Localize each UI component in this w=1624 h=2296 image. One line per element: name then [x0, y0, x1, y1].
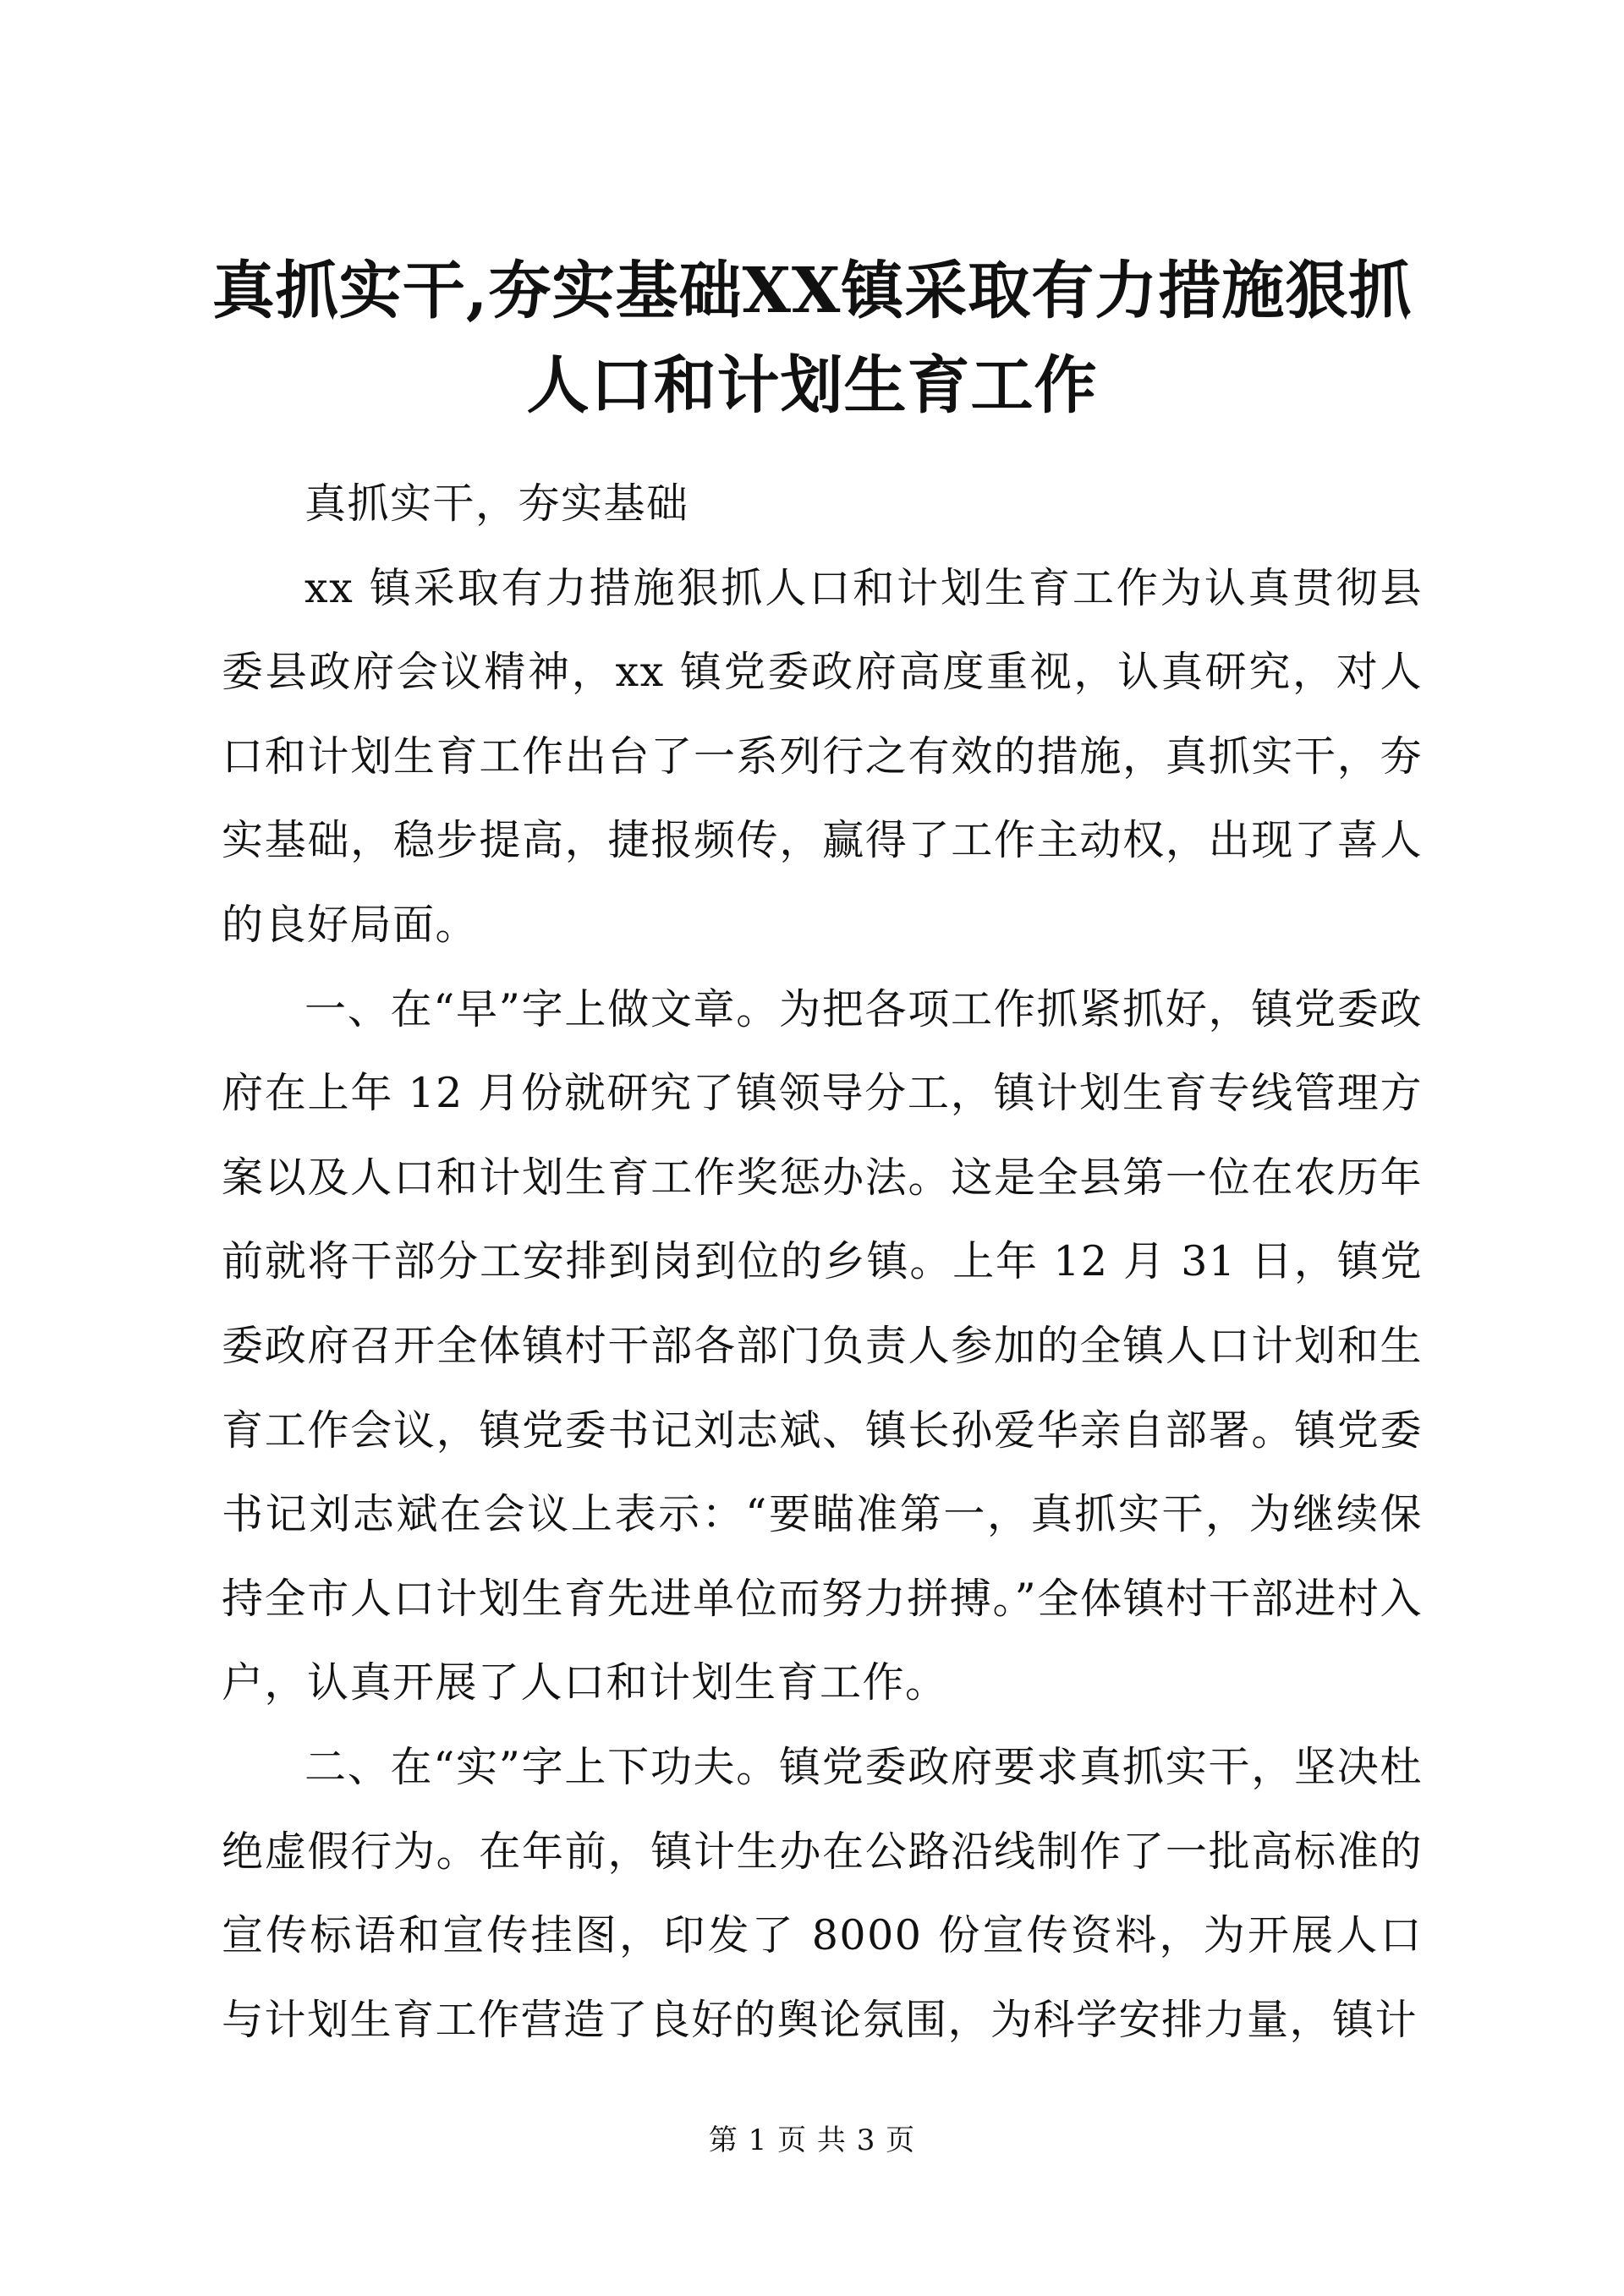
document-body: [222, 462, 1423, 2062]
paragraph-intro: xx 镇采取有力措施狠抓人口和计划生育工作为认真贯彻县委县政府会议精神，xx 镇党委政府高度重视，认真研究，对人口和计划生育工作出台了一系列行之有效的措施，真抓实干，夯实基础，稳步提高，捷报频传，赢得了工作主动权，出现了喜人的良好局面。: [222, 563, 1423, 949]
paragraph-subtitle: 真抓实干，夯实基础: [304, 479, 689, 528]
paragraph-section-1: 一、在“早”字上做文章。为把各项工作抓紧抓好，镇党委政府在上年 12 月份就研究了镇领导分工，镇计划生育专线管理方案以及人口和计划生育工作奖惩办法。这是全县第一位在农历年前就将干部分工安排到岗到位的乡镇。上年 12 月 31 日，镇党委政府召开全体镇村干部各部门负责人参加的全镇人口计划和生育工作会议，镇党委书记刘志斌、镇长孙爱华亲自部署。镇党委书记刘志斌在会议上表示：“要瞄准第一，真抓实干，为继续保持全市人口计划生育先进单位而努力拼搏。”全体镇村干部进村入户，认真开展了人口和计划生育工作。: [222, 984, 1423, 1707]
paragraph-section-2: 二、在“实”字上下功夫。镇党委政府要求真抓实干，坚决杜绝虚假行为。在年前，镇计生办在公路沿线制作了一批高标准的宣传标语和宣传挂图，印发了 8000 份宣传资料，为开展人口与计划生育工作营造了良好的舆论氛围，为科学安排力量，镇计: [222, 1742, 1423, 2044]
page-footer: 第 1 页 共 3 页: [708, 2123, 916, 2157]
document-title: 真抓实干,夯实基础XX镇采取有力措施狠抓人口和计划生育工作: [211, 255, 1413, 422]
